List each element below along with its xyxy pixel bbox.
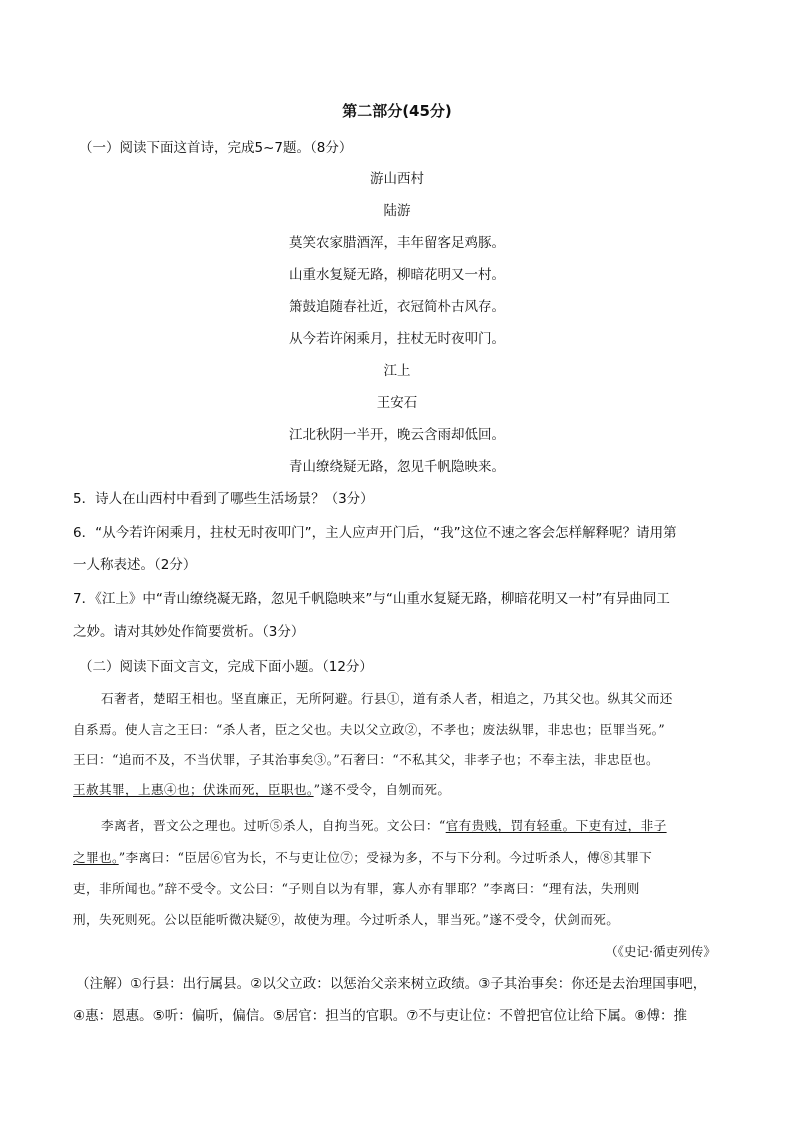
passage-text: 李离者，晋文公之理也。过听⑤杀人，自拘当死。文公曰：“ (101, 818, 446, 833)
question-6-line-1: 6．“从今若许闲乘月，拄杖无时夜叩门”，主人应声开门后，“我”这位不速之客会怎样解释呢？请用第 (73, 525, 677, 541)
poem2-author: 王安石 (376, 395, 418, 411)
passage2-line (73, 847, 652, 866)
underlined-sentence: 官有贵贱，罚有轻重。下吏有过，非子 (445, 818, 667, 833)
passage-text: ”李离曰：“臣居⑥官为长，不与吏让位⑦；受禄为多，不与下分利。今过听杀人，傅⑧其罪下 (118, 850, 653, 865)
passage1-line: 王曰：“追而不及，不当伏罪，子其治事矣③。”石奢曰：“不私其父，非孝子也；不奉主法，非忠臣也。 (73, 752, 659, 767)
passage2-line: 刑，失死则死。公以臣能听微决疑⑨，故使为理。今过听杀人，罪当死。”遂不受令，伏剑而死。 (73, 912, 620, 927)
passage1-line: 自系焉。使人言之王曰：“杀人者，臣之父也。夫以父立政②，不孝也；废法纵罪，非忠也；臣罪当死。” (73, 722, 666, 737)
question-7-line-2: 之妙。请对其妙处作简要赏析。（3分） (73, 624, 305, 640)
passage1-line (73, 779, 450, 798)
poem2-line: 青山缭绕疑无路，忽见千帆隐映来。 (289, 459, 505, 475)
section-title: 第二部分(45分) (342, 102, 452, 120)
poem2-title: 江上 (383, 363, 411, 379)
poem1-line: 莫笑农家腊酒浑，丰年留客足鸡豚。 (289, 235, 505, 251)
poem1-line: 山重水复疑无路，柳暗花明又一村。 (289, 267, 505, 283)
poem1-line: 箫鼓追随春社近，衣冠简朴古风存。 (289, 299, 505, 315)
poem2-line: 江北秋阴一半开，晚云含雨却低回。 (289, 427, 505, 443)
question-5: 5．诗人在山西村中看到了哪些生活场景？（3分） (73, 491, 374, 507)
poem1-title: 游山西村 (370, 171, 424, 187)
passage-text: ”遂不受令，自刎而死。 (313, 782, 451, 797)
poem1-line: 从今若许闲乘月，拄杖无时夜叩门。 (289, 331, 505, 347)
underlined-sentence: 之罪也。 (73, 850, 119, 865)
passage2-line (101, 815, 667, 834)
underlined-sentence: 王赦其罪，上惠④也；伏诛而死，臣职也。 (73, 782, 314, 797)
notes-line: （注解）①行县：出行属县。②以父立政：以惩治父亲来树立政绩。③子其治事矣：你还是去治理国事吧， (76, 976, 707, 992)
part2-heading: （二）阅读下面文言文，完成下面小题。（12分） (79, 659, 373, 675)
question-7-line-1: 7．《江上》中“青山缭绕凝无路，忽见千帆隐映来”与“山重水复疑无路，柳暗花明又一村”有异曲同工 (73, 591, 670, 607)
notes-line: ④惠：恩惠。⑤听：偏听，偏信。⑤居官：担当的官职。⑦不与吏让位：不曾把官位让给下属。⑧傅：推 (73, 1008, 688, 1024)
source-citation: （《史记·循吏列传》 (604, 944, 716, 959)
question-6-line-2: 一人称表述。（2分） (73, 557, 197, 573)
passage2-line: 吏，非所闻也。”辞不受令。文公曰：“子则自以为有罪，寡人亦有罪耶？”李离曰：“理有法，失刑则 (73, 881, 640, 896)
poem1-author: 陆游 (383, 203, 411, 219)
part1-heading: （一）阅读下面这首诗，完成5~7题。（8分） (79, 140, 353, 156)
passage1-line: 石奢者，楚昭王相也。坚直廉正，无所阿避。行县①，道有杀人者，相追之，乃其父也。纵其父而还 (101, 691, 673, 706)
